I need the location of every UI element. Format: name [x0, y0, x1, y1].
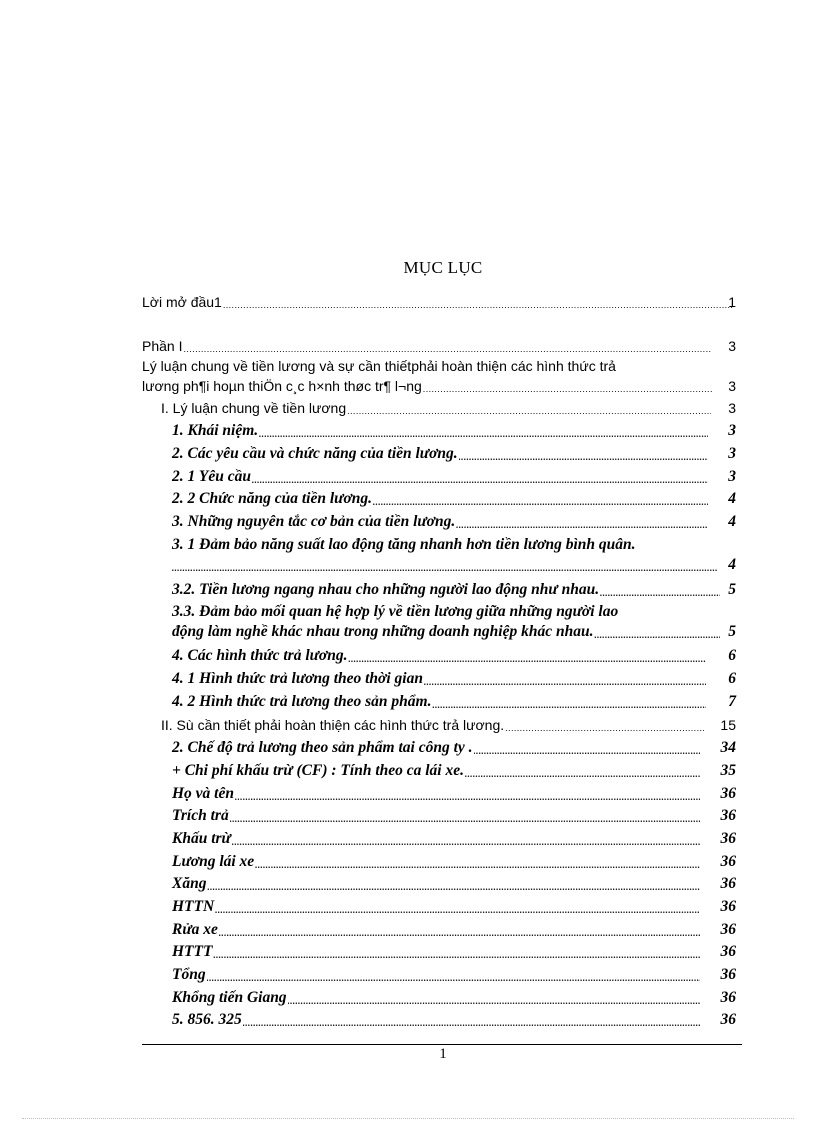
toc-page-number: 36	[720, 785, 736, 802]
toc-page-number: 7	[728, 693, 736, 710]
toc-page-number: 34	[720, 739, 736, 756]
dot-leader	[235, 790, 700, 804]
dot-leader	[432, 698, 706, 712]
toc-entry[interactable]	[161, 398, 736, 418]
page-title: MỤC LỤC	[403, 258, 483, 277]
dot-leader	[505, 721, 704, 735]
toc-entry-text-line2: lương ph¶i hoµn thiÖn c¸c h×nh thøc tr¶ l¬ng	[142, 378, 422, 394]
toc-entry-text: 2. Các yêu cầu và chức năng của tiền lương.	[172, 445, 458, 462]
toc-entry-text: I. Lý luận chung về tiền lương	[161, 400, 347, 416]
toc-entry[interactable]	[161, 715, 736, 735]
dot-leader	[243, 1016, 700, 1030]
toc-entry[interactable]	[172, 535, 736, 575]
toc-page-number: 3	[728, 445, 736, 462]
toc-page-number: 4	[728, 556, 736, 573]
dot-leader	[459, 450, 708, 464]
dot-leader	[223, 298, 734, 312]
dot-leader	[456, 518, 708, 532]
footer-rule	[142, 1044, 742, 1045]
toc-page-number: 5	[728, 581, 736, 598]
dot-leader	[373, 495, 708, 509]
toc-page-number: 4	[728, 490, 736, 507]
toc-page-number: 36	[720, 943, 736, 960]
toc-entry-text-line2: động làm nghề khác nhau trong những doanh nghiệp khác nhau.	[172, 623, 594, 640]
toc-entry-text: Họ và tên	[172, 785, 234, 802]
dot-leader	[213, 948, 700, 962]
toc-entry[interactable]	[172, 784, 736, 804]
toc-entry[interactable]	[172, 692, 736, 712]
toc-entry[interactable]	[172, 942, 736, 962]
toc-page-number: 5	[728, 623, 736, 640]
toc-entry-text: 3. Những nguyên tắc cơ bản của tiền lương.	[172, 513, 456, 530]
toc-entry-text: Xăng	[172, 875, 207, 892]
dot-leader	[207, 971, 700, 985]
toc-entry[interactable]	[172, 602, 736, 642]
dot-leader	[259, 427, 708, 441]
toc-entry-text: Lương lái xe	[172, 853, 255, 870]
toc-page-number: 36	[720, 989, 736, 1006]
toc-entry[interactable]	[172, 444, 736, 464]
dot-leader	[594, 628, 720, 642]
toc-page-number: 6	[728, 670, 736, 687]
page-number: 1	[439, 1046, 447, 1062]
toc-page-number: 3	[728, 422, 736, 439]
toc-entry-text: 5. 856. 325	[172, 1011, 242, 1028]
toc-page-number: 36	[720, 898, 736, 915]
toc-entry-text: Khổng tiến Giang	[172, 989, 287, 1006]
toc-page-number: 36	[720, 966, 736, 983]
toc-page-number: 15	[720, 717, 736, 733]
toc-entry-text: 3.2. Tiền lương ngang nhau cho những người lao động như nhau.	[172, 581, 600, 598]
toc-page-number: 36	[720, 853, 736, 870]
toc-entry[interactable]	[172, 669, 736, 689]
dot-leader	[348, 652, 706, 666]
dot-leader	[474, 744, 700, 758]
toc-entry[interactable]	[172, 467, 736, 487]
toc-entry[interactable]	[172, 806, 736, 826]
toc-page-number: 36	[720, 1011, 736, 1028]
dot-leader	[232, 835, 700, 849]
toc-entry-text: Lời mở đầu1	[142, 294, 222, 310]
toc-entry-text: 2. 1 Yêu cầu	[172, 468, 251, 485]
dot-leader	[347, 404, 711, 418]
dot-leader	[230, 812, 700, 826]
toc-entry-text: HTTT	[172, 943, 213, 960]
toc-entry[interactable]	[172, 874, 736, 894]
toc-entry[interactable]	[142, 356, 736, 396]
toc-page-number: 3	[728, 338, 736, 354]
toc-page-number: 36	[720, 807, 736, 824]
page-edge-dotted-line	[22, 1118, 794, 1119]
toc-entry-text: Tổng	[172, 966, 206, 983]
dot-leader	[215, 903, 700, 917]
toc-entry[interactable]	[142, 292, 736, 312]
toc-entry-text: Khấu trừ	[172, 830, 231, 847]
toc-page-number: 35	[720, 762, 736, 779]
toc-entry-text: Trích trả	[172, 807, 229, 824]
dot-leader	[424, 675, 706, 689]
toc-entry-text: + Chi phí khấu trừ (CF) : Tính theo ca lái xe.	[172, 762, 464, 779]
toc-entry-text: 2. Chế độ trả lương theo sản phẩm tai công ty .	[172, 739, 473, 756]
toc-entry-text-line1: Lý luận chung về tiền lương và sự cần thiếtphải hoàn thiện các hình thức trả	[142, 358, 616, 374]
toc-entry-text: 4. 2 Hình thức trả lương theo sản phẩm.	[172, 693, 432, 710]
toc-entry[interactable]	[172, 421, 736, 441]
toc-entry-text-line1: 3. 1 Đảm bảo năng suất lao động tăng nhanh hơn tiền lương bình quân.	[172, 536, 636, 553]
toc-entry[interactable]	[172, 897, 736, 917]
toc-entry-text-line1: 3.3. Đảm bảo mối quan hệ hợp lý về tiền lương giữa những người lao	[172, 603, 619, 620]
toc-entry[interactable]	[172, 965, 736, 985]
dot-leader	[255, 858, 700, 872]
toc-page-number: 36	[720, 830, 736, 847]
toc-entry[interactable]	[172, 988, 736, 1008]
toc-entry[interactable]	[172, 1010, 736, 1030]
toc-page-number: 6	[728, 647, 736, 664]
toc-entry[interactable]	[172, 852, 736, 872]
toc-entry[interactable]	[142, 336, 736, 356]
dot-leader	[288, 994, 700, 1008]
toc-entry-text: 2. 2 Chức năng của tiền lương.	[172, 490, 373, 507]
dot-leader	[600, 586, 720, 600]
dot-leader	[183, 342, 712, 356]
dot-leader	[207, 880, 700, 894]
dot-leader	[172, 561, 718, 575]
toc-entry-text: II. Sù cần thiết phải hoàn thiện các hình thức trả lương.	[161, 717, 505, 733]
dot-leader	[465, 767, 700, 781]
toc-entry-text: Rửa xe	[172, 921, 218, 938]
toc-entry[interactable]	[172, 761, 736, 781]
toc-entry[interactable]	[172, 580, 736, 600]
toc-page-number: 3	[728, 468, 736, 485]
toc-entry[interactable]	[172, 738, 736, 758]
toc-entry[interactable]	[172, 512, 736, 532]
toc-page-number: 36	[720, 875, 736, 892]
toc-entry-text: 4. 1 Hình thức trả lương theo thời gian	[172, 670, 423, 687]
dot-leader	[219, 926, 700, 940]
toc-page-number: 1	[728, 294, 736, 310]
toc-entry[interactable]	[172, 829, 736, 849]
toc-entry[interactable]	[172, 646, 736, 666]
toc-entry-text: HTTN	[172, 898, 215, 915]
toc-entry-text: 1. Khái niệm.	[172, 422, 259, 439]
toc-entry[interactable]	[172, 920, 736, 940]
dot-leader	[252, 473, 708, 487]
toc-page-number: 4	[728, 513, 736, 530]
dot-leader	[423, 382, 712, 396]
toc-page-number: 3	[728, 400, 736, 416]
toc-entry[interactable]	[172, 489, 736, 509]
toc-page-number: 3	[728, 378, 736, 394]
toc-entry-text: Phần I	[142, 338, 183, 354]
toc-page-number: 36	[720, 921, 736, 938]
toc-entry-text: 4. Các hình thức trả lương.	[172, 647, 348, 664]
